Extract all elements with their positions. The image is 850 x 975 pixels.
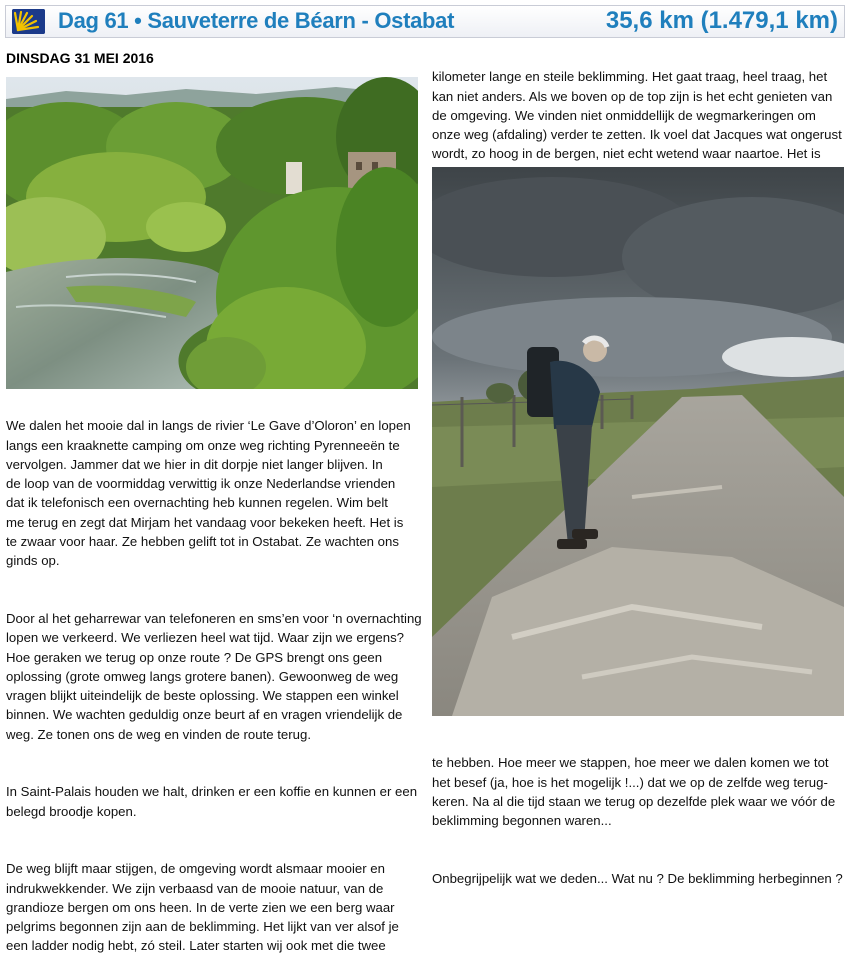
scallop-shell-icon (12, 9, 45, 34)
left-column-text (6, 397, 422, 975)
paragraph: We dalen het mooie dal in langs de rivier ‘Le Gave d’Oloron’ en lopen langs een kraaknette camping om onze weg richting Pyrenneeën te vervolgen. Jammer dat we hier in dit dorpje niet langer blijven. In de loop van de voormiddag verwittig ik onze Nederlandse vrienden dat ik telefonisch een overnachting heb kunnen regelen. Wim belt me terug en zegt dat Mirjam het vandaag voor bekeken heeft. Het is te zwaar voor haar. Ze hebben gelift tot in Ostabat. Ze wachten ons ginds op. (6, 418, 411, 569)
paragraph: te hebben. Hoe meer we stappen, hoe meer we dalen komen we tot het besef (ja, hoe is het mogelijk !...) dat we op de zelfde weg terug- keren. Na al die tijd staan we terug op dezelfde plek waar we vóór de beklimming begonnen waren... (432, 755, 836, 829)
distance-label: 35,6 km (1.479,1 km) (605, 7, 838, 34)
river-valley-photo (6, 77, 418, 389)
paragraph: In Saint-Palais houden we halt, drinken er een koffie en kunnen er een belegd broodje kopen. (6, 784, 418, 819)
paragraph: De weg blijft maar stijgen, de omgeving wordt alsmaar mooier en indrukwekkender. We zijn verbaasd van de mooie natuur, van de grandioze bergen om ons heen. In de verte zien we een berg waar pelgrims begonnen zijn aan de beklimming. Het lijkt van ver alsof je een ladder nodig hebt, zó steil. Later starten wij ook met die twee (6, 861, 399, 954)
page-title: Dag 61 • Sauveterre de Béarn - Ostabat (58, 8, 455, 33)
right-column-text-bottom (432, 734, 848, 907)
page-header (5, 5, 845, 38)
paragraph: Door al het geharrewar van telefoneren en sms’en voor ‘n overnachting lopen we verkeerd. We verliezen heel wat tijd. Waar zijn we ergens? Hoe geraken we terug op onze route ? De GPS brengt ons geen oplossing (grote omweg langs grotere banen). Gewoonweg de weg vragen blijkt uiteindelijk de beste oplossing. We stappen een winkel binnen. We wachten geduldig onze beurt af en vragen vriendelijk de weg. Ze tonen ons de weg en vinden de route terug. (6, 610, 422, 742)
paragraph: Onbegrijpelijk wat we deden... Wat nu ? De beklimming herbeginnen ? (432, 870, 843, 886)
date-heading: DINSDAG 31 MEI 2016 (6, 50, 154, 66)
hiker-path-photo (432, 167, 844, 716)
paragraph: kilometer lange en steile beklimming. Het gaat traag, heel traag, het kan niet anders. Als we boven op de top zijn is het echt genieten van de omgeving. We vinden niet onmiddellijk de wegmarkeringen om onze weg (afdaling) verder te zetten. Ik voel dat Jacques wat ongerust wordt, zo hoog in de bergen, niet echt wetend waar naartoe. Het is (432, 69, 842, 162)
